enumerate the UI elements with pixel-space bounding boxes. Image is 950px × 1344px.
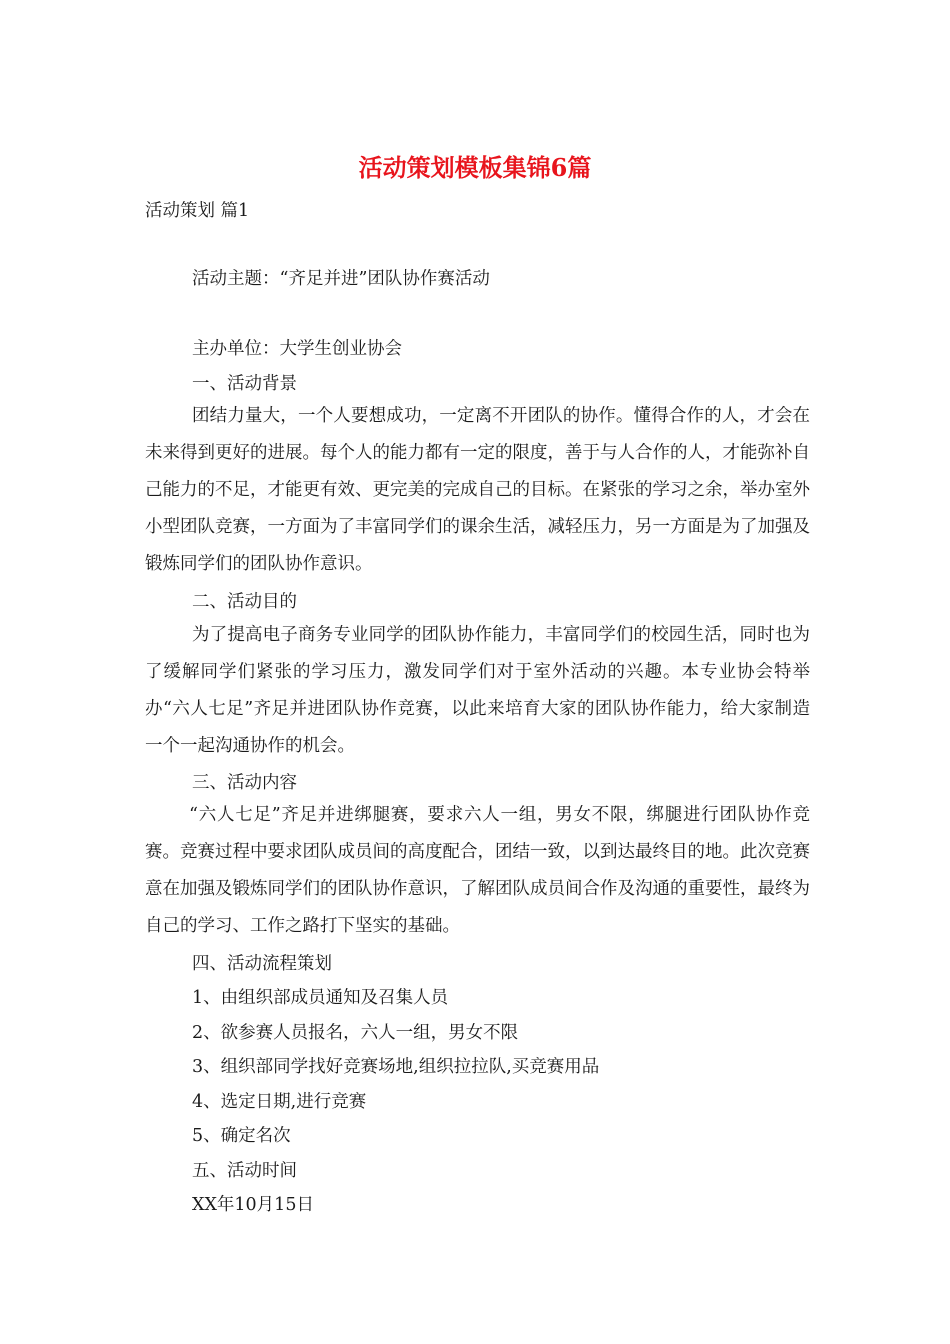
process-step: 1、由组织部成员通知及召集人员	[192, 988, 449, 1008]
heading-process: 四、活动流程策划	[192, 954, 332, 974]
document-title: 活动策划模板集锦6篇	[358, 153, 592, 182]
heading-time: 五、活动时间	[192, 1161, 297, 1181]
paragraph-content: “六人七足”齐足并进绑腿赛，要求六人一组，男女不限，绑腿进行团队协作竞赛。竞赛过程中要求团队成员间的高度配合，团结一致，以到达最终目的地。此次竞赛意在加强及锻炼同学们的团队协作意识，了解团队成员间合作及沟通的重要性，最终为自己的学习、工作之路打下坚实的基础。	[145, 805, 810, 936]
heading-background: 一、活动背景	[192, 374, 297, 394]
process-step: 5、确定名次	[192, 1126, 291, 1146]
heading-content: 三、活动内容	[192, 773, 297, 793]
heading-purpose: 二、活动目的	[192, 592, 297, 612]
activity-theme: 活动主题：“齐足并进”团队协作赛活动	[192, 269, 490, 289]
organizer-line: 主办单位：大学生创业协会	[192, 339, 402, 359]
process-step: 4、选定日期,进行竞赛	[192, 1092, 367, 1112]
section-label: 活动策划 篇1	[145, 201, 250, 221]
activity-date: XX年10月15日	[192, 1195, 314, 1215]
process-step: 3、组织部同学找好竞赛场地,组织拉拉队,买竞赛用品	[192, 1057, 600, 1077]
process-step: 2、欲参赛人员报名，六人一组，男女不限	[192, 1023, 519, 1043]
paragraph-purpose: 为了提高电子商务专业同学的团队协作能力，丰富同学们的校园生活，同时也为了缓解同学们紧张的学习压力，激发同学们对于室外活动的兴趣。本专业协会特举办“六人七足”齐足并进团队协作竞赛，以此来培育大家的团队协作能力，给大家制造一个一起沟通协作的机会。	[145, 625, 810, 756]
paragraph-background: 团结力量大，一个人要想成功，一定离不开团队的协作。懂得合作的人，才会在未来得到更好的进展。每个人的能力都有一定的限度，善于与人合作的人，才能弥补自己能力的不足，才能更有效、更完美的完成自己的目标。在紧张的学习之余，举办室外小型团队竞赛，一方面为了丰富同学们的课余生活，减轻压力，另一方面是为了加强及锻炼同学们的团队协作意识。	[145, 406, 810, 574]
